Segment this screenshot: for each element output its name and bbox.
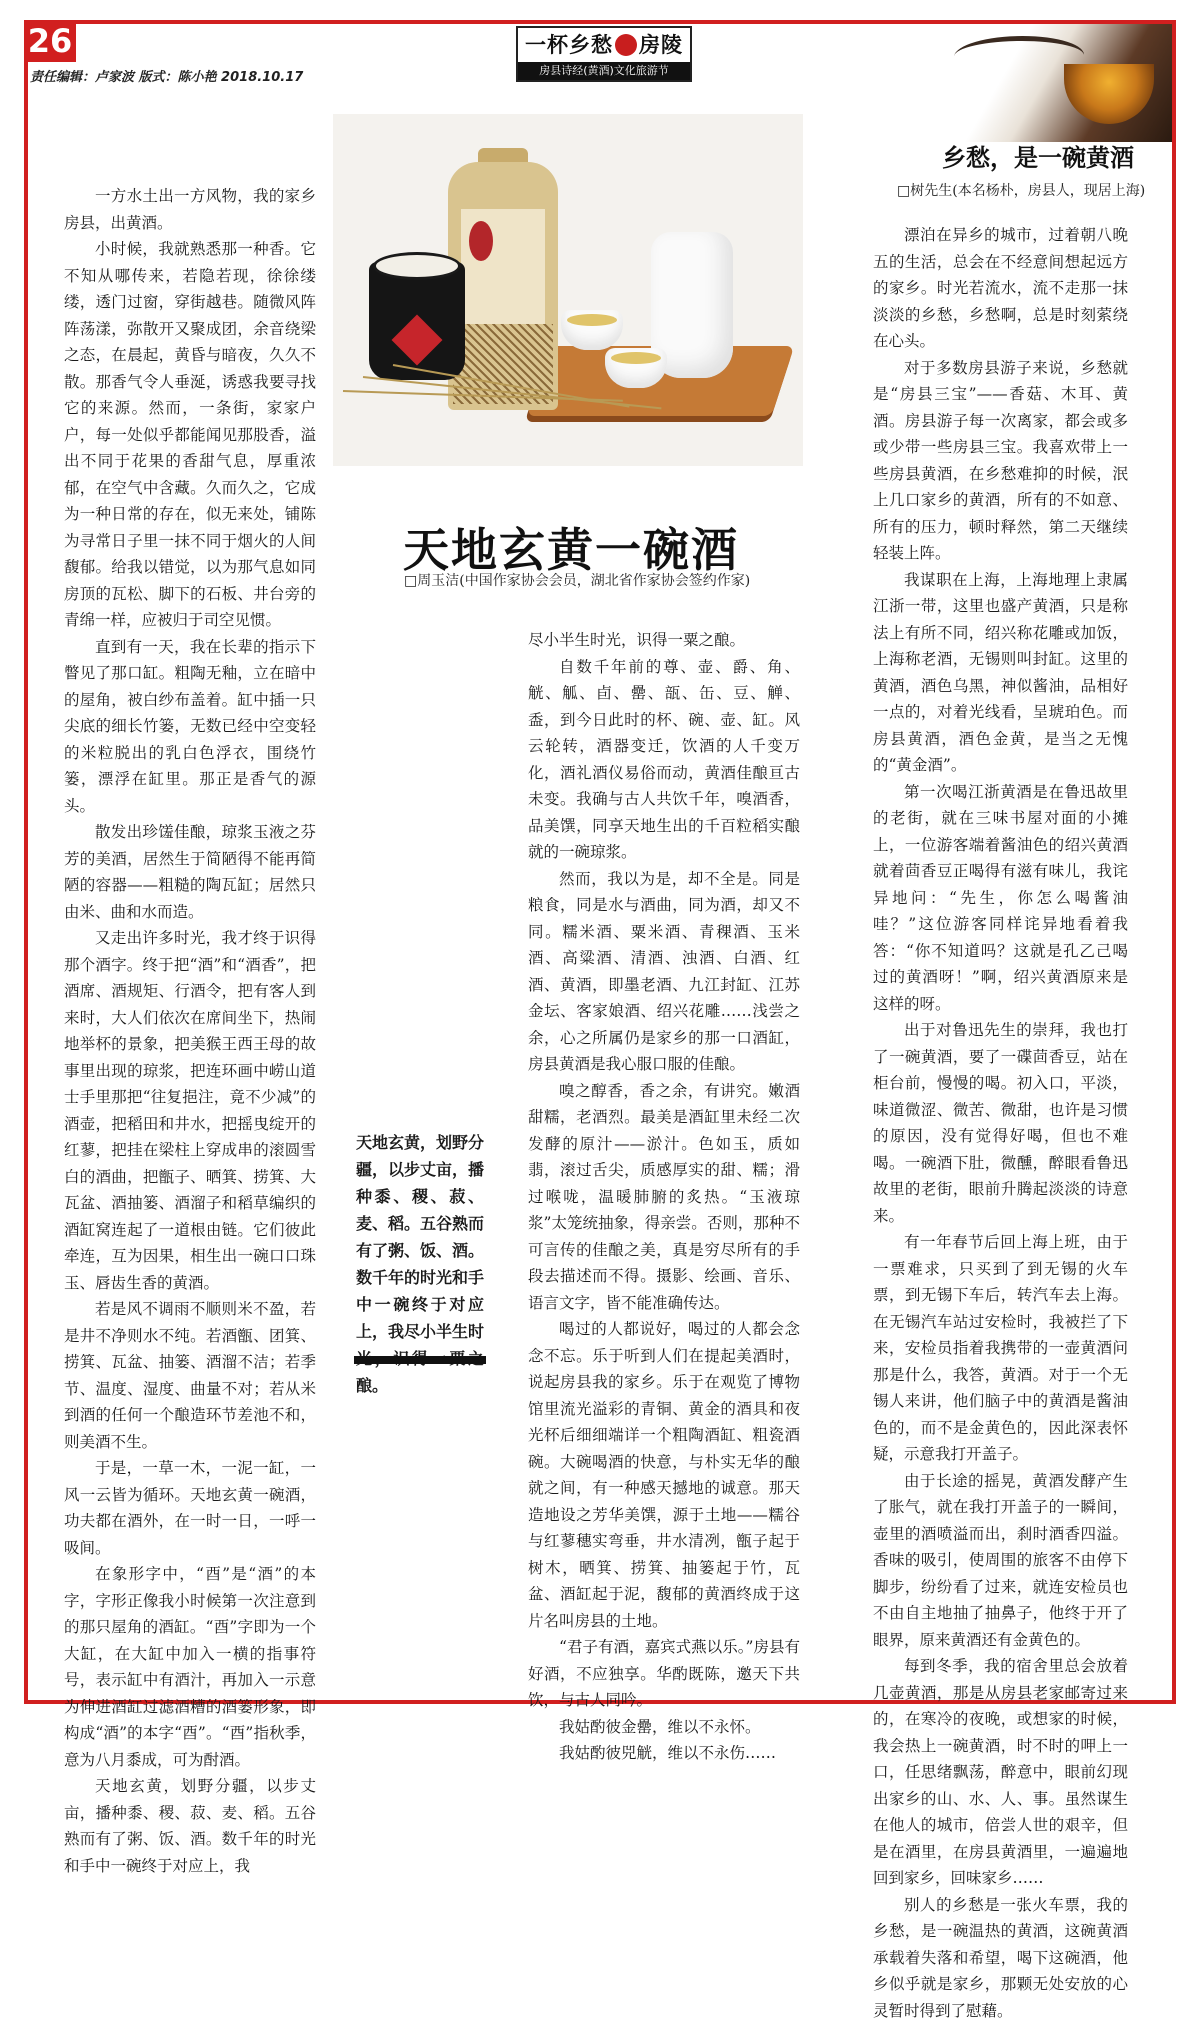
article1-column-1 — [64, 183, 316, 1879]
paragraph: 若是风不调雨不顺则米不盈，若是井不净则水不纯。若酒甑、团箕、捞箕、瓦盆、抽篓、酒溜不洁；若季节、温度、湿度、曲量不对；若从米到酒的任何一个酿造环节差池不和，则美酒不生。 — [64, 1296, 316, 1455]
article1-title: 天地玄黄一碗酒 — [403, 514, 739, 580]
paragraph: 第一次喝江浙黄酒是在鲁迅故里的老街，就在三味书屋对面的小摊上，一位游客端着酱油色的绍兴黄酒就着茴香豆正喝得有滋有味儿，我诧异地问：“先生，你怎么喝酱油哇？”这位游客同样诧异地看着我答：“你不知道吗？这就是孔乙己喝过的黄酒呀！”啊，绍兴黄酒原来是这样的呀。 — [873, 779, 1128, 1018]
rice-grains — [373, 252, 461, 280]
paragraph: 直到有一天，我在长辈的指示下瞥见了那口缸。粗陶无釉，立在暗中的屋角，被白纱布盖着。缸中插一只尖底的细长竹篓，无数已经中空变轻的米粒脱出的乳白色浮衣，围绕竹篓，漂浮在缸里。那正是香气的源头。 — [64, 634, 316, 820]
paragraph: 我姑酌彼兕觥，维以不永伤…… — [528, 1740, 800, 1767]
paragraph: 对于多数房县游子来说，乡愁就是“房县三宝”——香菇、木耳、黄酒。房县游子每一次离家，都会或多或少带一些房县三宝。我喜欢带上一些房县黄酒，在乡愁难抑的时候，泯上几口家乡的黄酒，所有的不如意、所有的压力，顿时释然，第二天继续轻装上阵。 — [873, 355, 1128, 567]
paragraph: 天地玄黄，划野分疆，以步丈亩，播种黍、稷、菽、麦、稻。五谷熟而有了粥、饭、酒。数千年的时光和手中一碗终于对应上，我 — [64, 1773, 316, 1879]
paragraph: 我谋职在上海，上海地理上隶属江浙一带，这里也盛产黄酒，只是称法上有所不同，绍兴称花雕或加饭，上海称老酒，无锡则叫封缸。这里的黄酒，酒色乌黑，神似酱油，品相好一点的，对着光线看，呈琥珀色。而房县黄酒，酒色金黄，是当之无愧的“黄金酒”。 — [873, 567, 1128, 779]
paragraph: 出于对鲁迅先生的崇拜，我也打了一碗黄酒，要了一碟茴香豆，站在柜台前，慢慢的喝。初入口，平淡，味道微涩、微苦、微甜，也许是习惯的原因，没有觉得好喝，但也不难喝。一碗酒下肚，微醺，醉眼看鲁迅故里的老街，眼前升腾起淡淡的诗意来。 — [873, 1017, 1128, 1229]
paragraph: 我姑酌彼金罍，维以不永怀。 — [528, 1714, 800, 1741]
paragraph: 然而，我以为是，却不全是。同是粮食，同是水与酒曲，同为酒，却又不同。糯米酒、粟米酒、青稞酒、玉米酒、高粱酒、清酒、浊酒、白酒、红酒、黄酒，即墨老酒、九江封缸、江苏金坛、客家娘酒、绍兴花雕……浅尝之余，心之所属仍是家乡的那一口酒缸，房县黄酒是我心服口服的佳酿。 — [528, 866, 800, 1078]
paragraph: 又走出许多时光，我才终于识得那个酒字。终于把“酒”和“酒香”，把酒席、酒规矩、行酒令，把有客人到来时，大人们依次在席间坐下，热闹地举杯的景象，把美猴王西王母的故事里出现的琼浆，把连环画中崂山道士手里那把“往复挹注，竟不少减”的酒壶，把稻田和井水，把摇曳绽开的红蓼，把挂在梁柱上穿成串的滚圆雪白的酒曲，把甑子、晒箕、捞箕、大瓦盆、酒抽篓、酒溜子和稻草编织的酒缸窝连起了一道根由链。它们彼此牵连，互为因果，相生出一碗口口珠玉、唇齿生香的黄酒。 — [64, 925, 316, 1296]
article2-column — [873, 222, 1128, 2024]
paragraph: 每到冬季，我的宿舍里总会放着几壶黄酒，那是从房县老家邮寄过来的，在寒冷的夜晚，或想家的时候，我会热上一碗黄酒，时不时的呷上一口，任思绪飘荡，醉意中，眼前幻现出家乡的山、水、人、事。虽然谋生在他人的城市，倍尝人世的艰辛，但是在酒里，在房县黄酒里，一遍遍地回到家乡，回味家乡…… — [873, 1653, 1128, 1892]
paragraph: 在象形字中，“酉”是“酒”的本字，字形正像我小时候第一次注意到的那只屋角的酒缸。“酉”字即为一个大缸，在大缸中加入一横的指事符号，表示缸中有酒汁，再加入一示意为伸进酒缸过滤酒糟的酒篓形象，即构成“酒”的本字“酉”。“酉”指秋季，意为八月黍成，可为酎酒。 — [64, 1561, 316, 1773]
bottle-label — [461, 209, 545, 329]
pull-quote-rule — [354, 1356, 486, 1364]
fu-character-icon — [392, 315, 443, 366]
label-seal-icon — [469, 221, 493, 261]
page-number: 26 — [24, 20, 76, 62]
paragraph: 于是，一草一木，一泥一缸，一风一云皆为循环。天地玄黄一碗酒，功夫都在酒外，在一时一日，一呼一吸间。 — [64, 1455, 316, 1561]
paragraph: 漂泊在异乡的城市，过着朝八晚五的生活，总会在不经意间想起远方的家乡。时光若流水，流不走那一抹淡淡的乡愁，乡愁啊，总是时刻萦绕在心头。 — [873, 222, 1128, 355]
paragraph: 有一年春节后回上海上班，由于一票难求，只买到了到无锡的火车票，到无锡下车后，转汽车去上海。在无锡汽车站过安检时，我被拦了下来，安检员指着我携带的一壶黄酒问那是什么，我答，黄酒。对于一个无锡人来讲，他们脑子中的黄酒是酱油色的，而不是金黄色的，因此深表怀疑，示意我打开盖子。 — [873, 1229, 1128, 1468]
article1-byline: □周玉洁(中国作家协会会员，湖北省作家协会签约作家) — [404, 570, 750, 590]
paragraph: 自数千年前的尊、壶、爵、角、觥、觚、卣、罍、瓿、缶、豆、觯、盉，到今日此时的杯、碗、壶、缸。风云轮转，酒器变迁，饮酒的人千变万化，酒礼酒仪易俗而动，黄酒佳酿亘古未变。我确与古人共饮千年，嗅酒香，品美馔，同享天地生出的千百粒稻实酿就的一碗琼浆。 — [528, 654, 800, 866]
paragraph: “君子有酒，嘉宾式燕以乐。”房县有好酒，不应独享。华酌既陈，邀天下共饮，与古人同吟。 — [528, 1634, 800, 1714]
banner-subtitle: 房县诗经(黄酒)文化旅游节 — [518, 62, 690, 80]
seal-icon — [615, 34, 637, 56]
paragraph: 喝过的人都说好，喝过的人都会念念不忘。乐于听到人们在提起美酒时，说起房县我的家乡。乐于在观览了博物馆里流光溢彩的青铜、黄金的酒具和夜光杯后细细端详一个粗陶酒缸、粗瓷酒碗。大碗喝酒的快意，与朴实无华的酿就之间，有一种感天撼地的诚意。那天造地设之芳华美馔，源于土地——糯谷与红蓼穗实弯垂，井水清冽，甑子起于树木，晒箕、捞箕、抽篓起于竹，瓦盆、酒缸起于泥，馥郁的黄酒终成于这片名叫房县的土地。 — [528, 1316, 800, 1634]
paragraph: 别人的乡愁是一张火车票，我的乡愁，是一碗温热的黄酒，这碗黄酒承载着失落和希望，喝下这碗酒，他乡似乎就是家乡，那颗无处安放的心灵暂时得到了慰藉。 — [873, 1892, 1128, 2024]
paragraph: 散发出珍馐佳酿，琼浆玉液之芬芳的美酒，居然生于简陋得不能再简陋的容器——粗糙的陶瓦缸；居然只由米、曲和水而造。 — [64, 819, 316, 925]
article2-title: 乡愁，是一碗黄酒 — [942, 138, 1134, 173]
pull-quote: 天地玄黄，划野分疆，以步丈亩，播种黍、稷、菽、麦、稻。五谷熟而有了粥、饭、酒。数千年的时光和手中一碗终于对应上，我尽小半生时 酿。 — [356, 1129, 484, 1399]
banner-title — [518, 28, 690, 62]
tea-cup-icon — [1064, 64, 1154, 124]
header-tea-cup-image — [944, 24, 1172, 142]
section-banner — [516, 26, 692, 82]
rice-jar — [369, 262, 465, 380]
banner-title-right: 房陵 — [639, 32, 683, 57]
editor-credits: 责任编辑：卢家波 版式：陈小艳 2018.10.17 — [30, 66, 303, 85]
paragraph: 一方水土出一方风物，我的家乡房县，出黄酒。 — [64, 183, 316, 236]
banner-title-left: 一杯乡愁 — [525, 32, 613, 57]
article2-byline: □树先生(本名杨朴，房县人，现居上海) — [897, 180, 1145, 200]
paragraph: 尽小半生时光，识得一粟之酿。 — [528, 627, 800, 654]
wine-still-life-photo — [333, 114, 803, 466]
article1-column-2 — [528, 627, 800, 1767]
paragraph: 嗅之醇香，香之余，有讲究。嫩酒甜糯，老酒烈。最美是酒缸里未经二次发酵的原汁——淤汁。色如玉，质如翡，滚过舌尖，质感厚实的甜、糯；滑过喉咙，温暖肺腑的炙热。“玉液琼浆”太笼统抽象，得亲尝。否则，那种不可言传的佳酿之美，真是穷尽所有的手段去描述而不得。摄影、绘画、音乐、语言文字，皆不能准确传达。 — [528, 1078, 800, 1317]
paragraph: 由于长途的摇晃，黄酒发酵产生了胀气，就在我打开盖子的一瞬间，壶里的酒喷溢而出，刹时酒香四溢。香味的吸引，使周围的旅客不由停下脚步，纷纷看了过来，就连安检员也不由自主地抽了抽鼻子，他终于开了眼界，原来黄酒还有金黄色的。 — [873, 1468, 1128, 1654]
paragraph: 小时候，我就熟悉那一种香。它不知从哪传来，若隐若现，徐徐缕缕，透门过窗，穿街越巷。随微风阵阵荡漾，弥散开又聚成团，余音绕梁之态，在晨起，黄昏与暗夜，久久不散。那香气令人垂涎，诱惑我要寻找它的来源。然而，一条街，家家户户，每一处似乎都能闻见那股香，溢出不同于花果的香甜气息，厚重浓郁，在空气中含藏。久而久之，它成为一种日常的存在，似无来处，铺陈为寻常日子里一抹不同于烟火的人间馥郁。给我以错觉，以为那气息如同房顶的瓦松、脚下的石板、井台旁的青绵一样，应被归于司空见惯。 — [64, 236, 316, 634]
wine-cup-left — [561, 310, 623, 350]
